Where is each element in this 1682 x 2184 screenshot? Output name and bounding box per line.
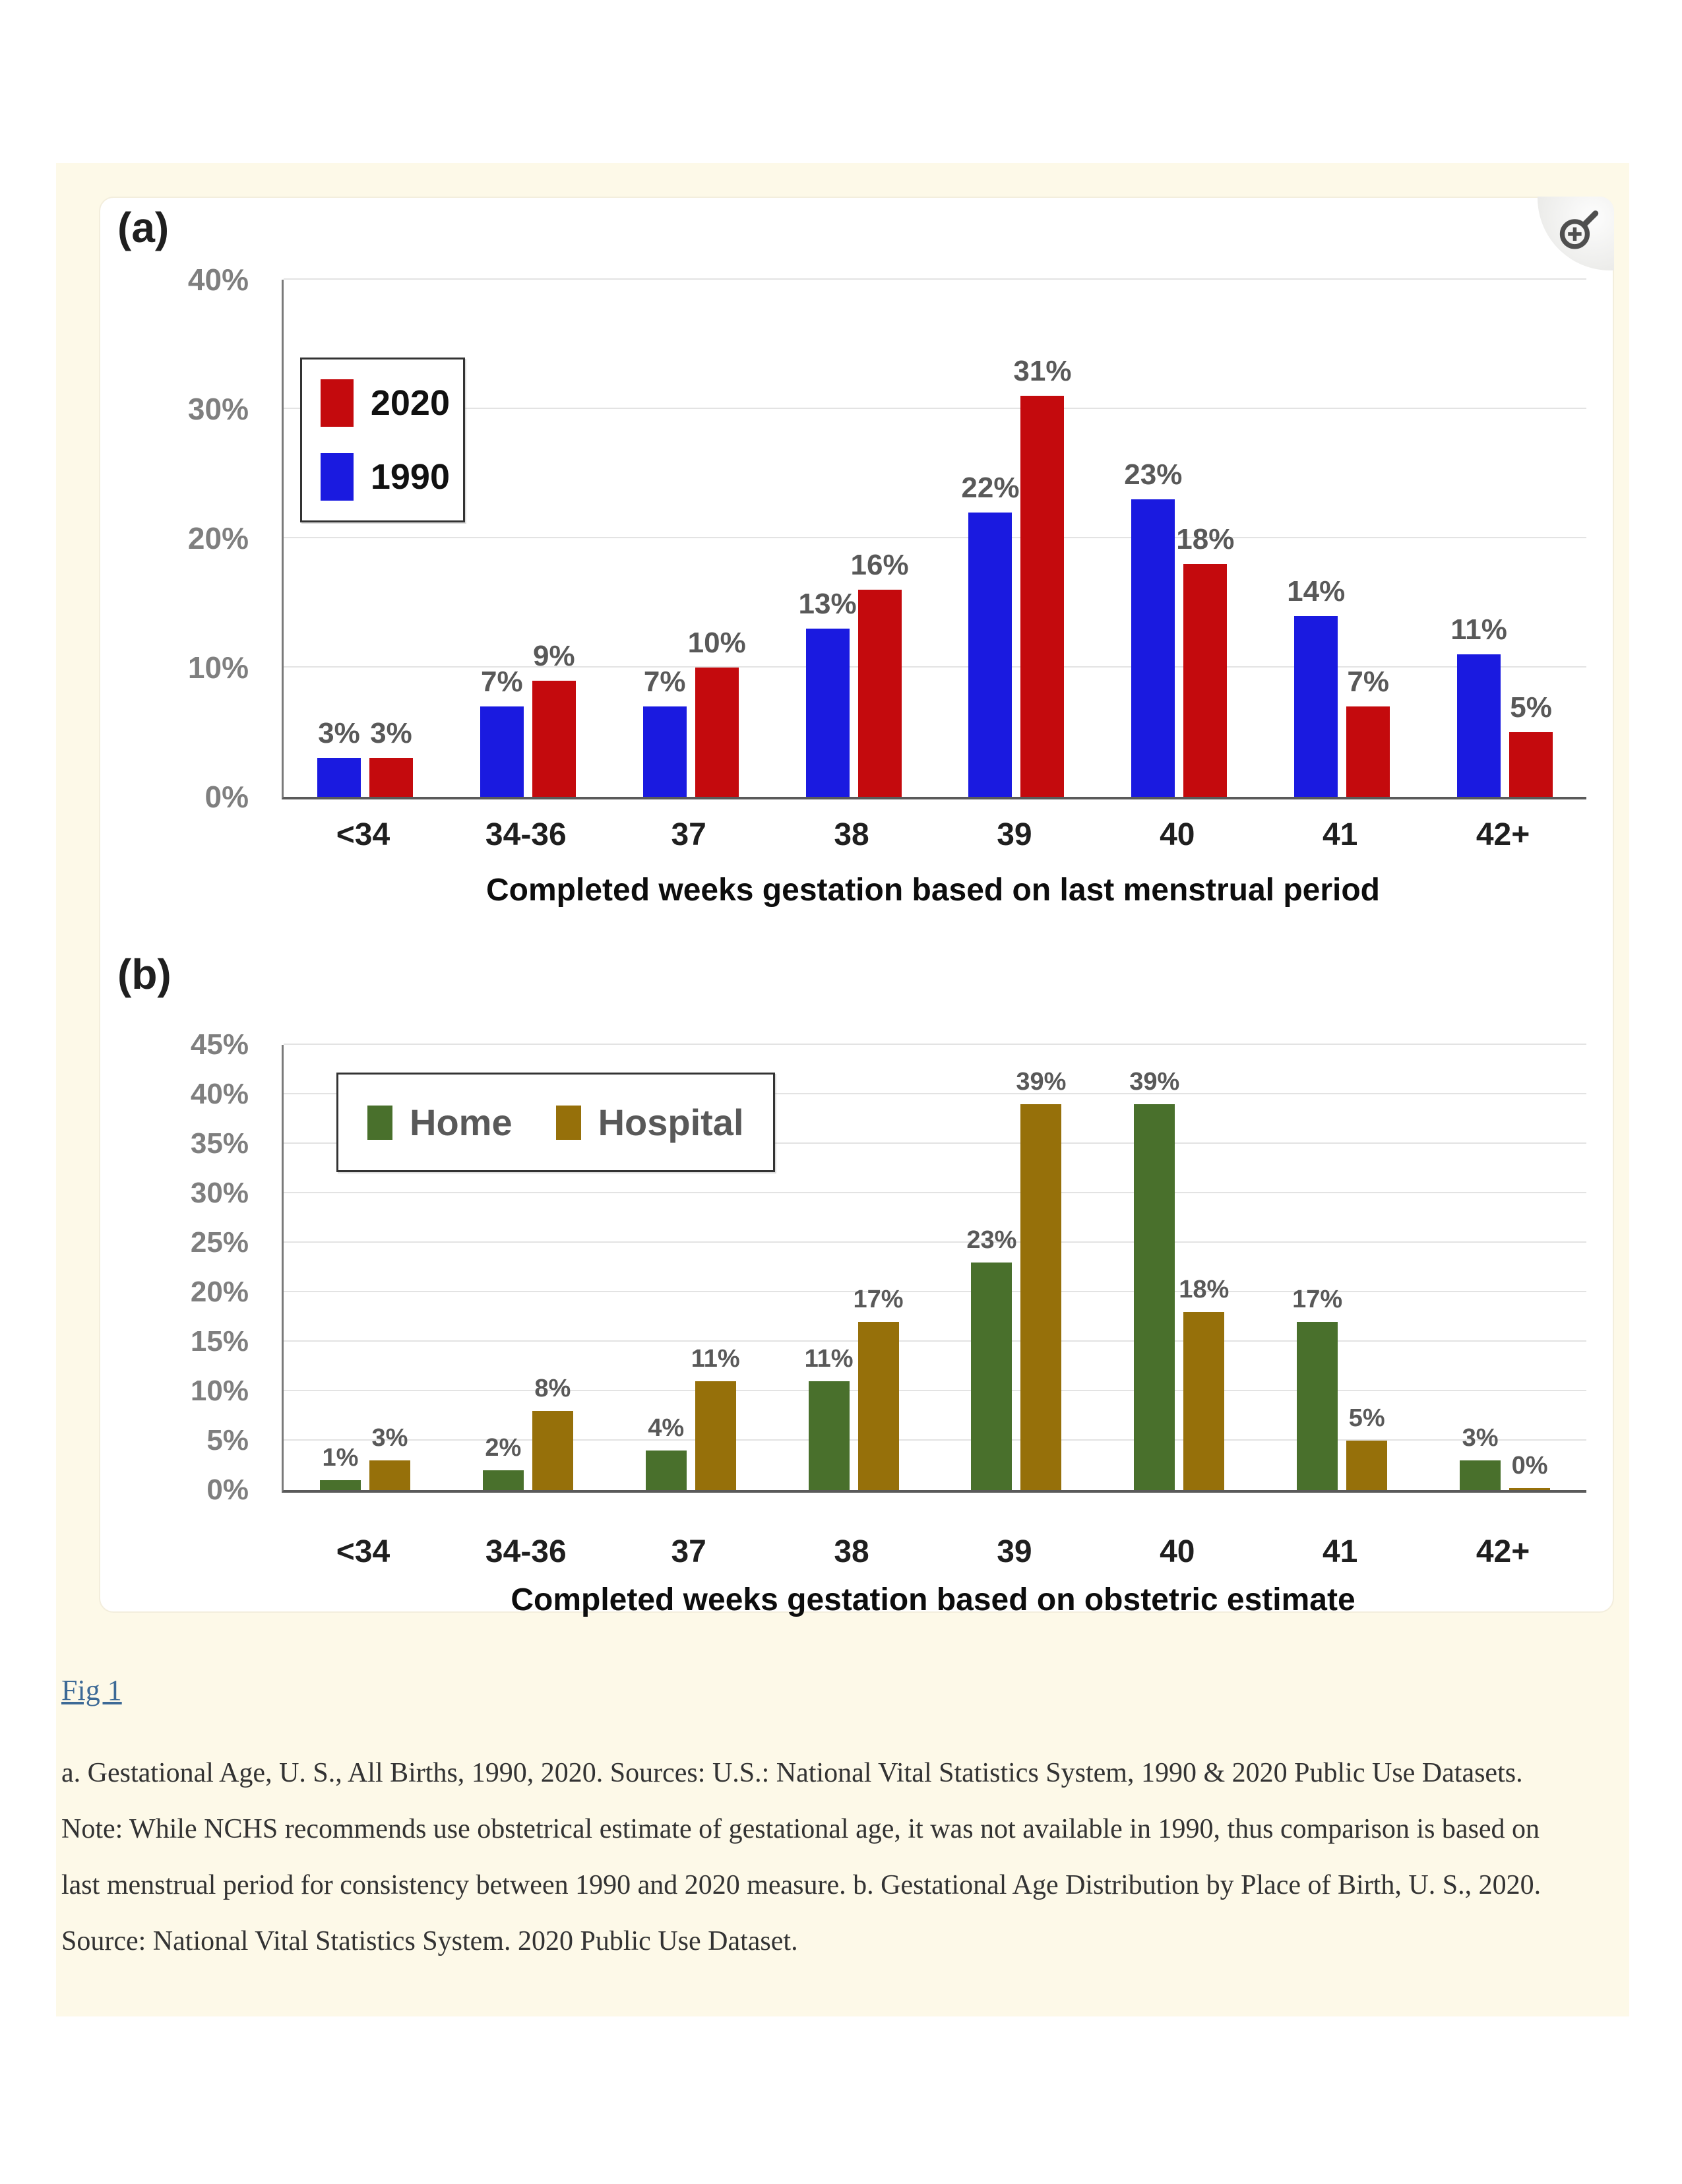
x-axis-labels-b	[282, 1534, 1584, 1570]
legend-label: Home	[410, 1102, 513, 1143]
home-bar	[1297, 1322, 1338, 1490]
bar-value-label: 10%	[687, 627, 746, 659]
x-tick-label: 37	[671, 1534, 706, 1569]
bar-group	[480, 280, 576, 797]
1990-bar	[968, 513, 1012, 797]
hospital-bar	[858, 1322, 899, 1490]
y-axis-a	[100, 263, 268, 814]
bar-value-label: 8%	[534, 1375, 571, 1402]
panel-label-a: (a)	[117, 204, 170, 251]
x-tick-label: 39	[997, 1534, 1032, 1569]
bar-wrap	[853, 1045, 904, 1490]
home-bar	[1460, 1460, 1501, 1490]
bar-wrap	[1450, 280, 1507, 797]
bar-wrap	[966, 1045, 1017, 1490]
figure-caption	[61, 1673, 1625, 1970]
2020-bar	[1020, 396, 1064, 797]
bar-wrap	[804, 1045, 854, 1490]
y-tick-label: 40%	[190, 1078, 249, 1111]
y-tick-label: 20%	[190, 1276, 249, 1309]
bar-wrap	[961, 280, 1020, 797]
bar-value-label: 7%	[643, 665, 686, 698]
bar-group	[643, 280, 746, 797]
bar-groups	[284, 280, 1586, 797]
x-tick-label: 40	[1160, 1534, 1195, 1569]
hospital-bar	[1183, 1312, 1224, 1490]
bar-wrap	[1460, 1045, 1501, 1490]
bar-value-label: 0%	[1511, 1452, 1548, 1480]
y-tick-label: 30%	[187, 392, 249, 426]
bar-value-label: 17%	[853, 1286, 904, 1313]
bar-group	[1292, 1045, 1387, 1490]
bar-wrap	[480, 280, 524, 797]
bar-value-label: 13%	[798, 588, 857, 621]
1990-bar	[480, 706, 524, 797]
home-bar	[1134, 1104, 1175, 1490]
caption-text: a. Gestational Age, U. S., All Births, 1990, 2020. Sources: U.S.: National Vital Statistics System, 1990 & 2020 Public Use Datasets. Note: While NCHS recommends use obstetrical estimate of gestational age, it was not available in 1990, thus comparison is based on last menstrual period for consistency between 1990 and 2020 measure. b. Gestational Age Distribution by Place of Birth, U. S., 2020. Source: National Vital Statistics System. 2020 Public Use Dataset.	[61, 1758, 1542, 1956]
hospital-bar	[532, 1411, 573, 1490]
bar-wrap	[1179, 1045, 1230, 1490]
bar-value-label: 3%	[1462, 1424, 1499, 1452]
bar-value-label: 23%	[966, 1226, 1017, 1255]
bar-value-label: 3%	[371, 1424, 408, 1452]
plot-area-a	[282, 280, 1586, 799]
bar-value-label: 7%	[481, 665, 523, 698]
2020-bar	[858, 590, 902, 797]
y-tick-label: 20%	[187, 521, 249, 555]
bar-value-label: 39%	[1129, 1068, 1180, 1096]
1990-bar	[1131, 499, 1175, 797]
x-tick-label: <34	[336, 817, 390, 852]
chart-gestational-age-lmp	[100, 198, 1615, 943]
2020-bar	[695, 668, 739, 797]
legend-swatch	[321, 453, 354, 501]
bar-wrap	[1346, 280, 1390, 797]
y-tick-label: 15%	[190, 1325, 249, 1357]
bar-group	[798, 280, 909, 797]
y-tick-label: 25%	[190, 1226, 249, 1259]
bar-wrap	[798, 280, 857, 797]
bar-value-label: 1%	[322, 1444, 359, 1472]
bar-group	[1124, 280, 1235, 797]
x-tick-label: 42+	[1476, 817, 1530, 852]
1990-bar	[643, 706, 687, 797]
bar-value-label: 2%	[485, 1434, 522, 1462]
bar-value-label: 11%	[804, 1345, 854, 1373]
legend	[300, 358, 465, 522]
y-tick-label: 0%	[206, 1474, 249, 1506]
y-axis-b	[100, 1028, 268, 1506]
legend-item	[321, 453, 450, 501]
bar-value-label: 11%	[691, 1345, 740, 1373]
hospital-bar	[369, 1460, 410, 1490]
x-tick-label: 37	[671, 817, 706, 852]
legend-item	[367, 1101, 513, 1144]
home-bar	[483, 1470, 524, 1490]
bar-group	[1460, 1045, 1550, 1490]
hospital-bar	[695, 1381, 736, 1490]
bar-value-label: 23%	[1124, 458, 1183, 491]
hospital-bar	[1509, 1488, 1550, 1490]
bar-wrap	[1292, 1045, 1343, 1490]
x-tick-label: 34-36	[485, 1534, 567, 1569]
legend-swatch	[321, 379, 354, 427]
home-bar	[809, 1381, 850, 1490]
x-axis-labels-a	[282, 817, 1584, 853]
x-tick-label: 34-36	[485, 817, 567, 852]
bar-wrap	[1176, 280, 1235, 797]
x-tick-label: 38	[834, 1534, 869, 1569]
bar-value-label: 16%	[850, 549, 909, 582]
hospital-bar	[1020, 1104, 1061, 1490]
legend-swatch	[556, 1106, 581, 1140]
legend-label: Hospital	[598, 1102, 744, 1143]
x-tick-label: 42+	[1476, 1534, 1530, 1569]
home-bar	[320, 1480, 361, 1490]
bar-value-label: 11%	[1450, 613, 1507, 646]
x-tick-label: 40	[1160, 817, 1195, 852]
legend-item	[556, 1101, 744, 1144]
1990-bar	[1294, 616, 1338, 797]
y-tick-label: 45%	[190, 1028, 249, 1061]
bar-value-label: 7%	[1347, 665, 1389, 698]
bar-wrap	[1287, 280, 1346, 797]
1990-bar	[1457, 654, 1501, 797]
x-tick-label: 39	[997, 817, 1032, 852]
y-tick-label: 10%	[187, 650, 249, 685]
bar-wrap	[687, 280, 746, 797]
legend-label: 2020	[370, 383, 450, 423]
bar-value-label: 17%	[1292, 1286, 1343, 1313]
bar-value-label: 5%	[1348, 1404, 1385, 1433]
bar-wrap	[850, 280, 909, 797]
bar-value-label: 3%	[318, 717, 360, 750]
bar-wrap	[1509, 1045, 1550, 1490]
x-axis-title-a: Completed weeks gestation based on last menstrual period	[486, 873, 1380, 908]
2020-bar	[1509, 732, 1553, 797]
y-tick-label: 5%	[206, 1424, 249, 1457]
bar-group	[966, 1045, 1067, 1490]
bar-value-label: 4%	[648, 1414, 685, 1442]
bar-wrap	[532, 280, 576, 797]
bar-group	[1450, 280, 1553, 797]
bar-wrap	[1016, 1045, 1067, 1490]
bar-value-label: 5%	[1510, 691, 1552, 724]
bar-group	[1129, 1045, 1230, 1490]
bar-wrap	[1129, 1045, 1180, 1490]
bar-value-label: 39%	[1016, 1068, 1067, 1096]
figure-link[interactable]: Fig 1	[61, 1674, 122, 1706]
x-tick-label: 38	[834, 817, 869, 852]
x-tick-label: <34	[336, 1534, 390, 1569]
chart-gestational-age-obstetric	[100, 943, 1615, 1617]
bar-wrap	[1509, 280, 1553, 797]
figure-panel	[99, 197, 1614, 1617]
bar-value-label: 18%	[1176, 523, 1235, 556]
bar-value-label: 22%	[961, 471, 1020, 504]
bar-wrap	[643, 280, 687, 797]
bar-wrap	[1013, 280, 1072, 797]
legend-swatch	[367, 1106, 392, 1140]
bar-wrap	[1124, 280, 1183, 797]
bar-wrap	[1346, 1045, 1387, 1490]
bar-value-label: 3%	[370, 717, 412, 750]
x-axis-title-b: Completed weeks gestation based on obstetric estimate	[511, 1582, 1355, 1617]
plot-area-b	[282, 1045, 1586, 1493]
bar-value-label: 14%	[1287, 575, 1346, 608]
x-tick-label: 41	[1322, 817, 1358, 852]
legend	[336, 1073, 775, 1172]
panel-label-b: (b)	[117, 951, 171, 998]
bar-value-label: 9%	[533, 639, 575, 672]
2020-bar	[1346, 706, 1390, 797]
x-tick-label: 41	[1322, 1534, 1358, 1569]
y-tick-label: 40%	[187, 263, 249, 297]
2020-bar	[369, 758, 413, 797]
bar-value-label: 18%	[1179, 1276, 1230, 1303]
home-bar	[646, 1451, 687, 1490]
legend-item	[321, 379, 450, 427]
bar-value-label: 31%	[1013, 355, 1072, 388]
y-tick-label: 30%	[190, 1177, 249, 1209]
2020-bar	[532, 681, 576, 797]
legend-label: 1990	[370, 457, 450, 497]
y-tick-label: 0%	[204, 780, 249, 814]
y-tick-label: 10%	[190, 1375, 249, 1408]
home-bar	[971, 1263, 1012, 1490]
1990-bar	[317, 758, 361, 797]
bar-group	[804, 1045, 904, 1490]
1990-bar	[806, 629, 850, 797]
figure-block	[56, 163, 1629, 2016]
bar-group	[1287, 280, 1390, 797]
hospital-bar	[1346, 1441, 1387, 1490]
bar-group	[961, 280, 1072, 797]
2020-bar	[1183, 564, 1227, 797]
y-tick-label: 35%	[190, 1127, 249, 1160]
